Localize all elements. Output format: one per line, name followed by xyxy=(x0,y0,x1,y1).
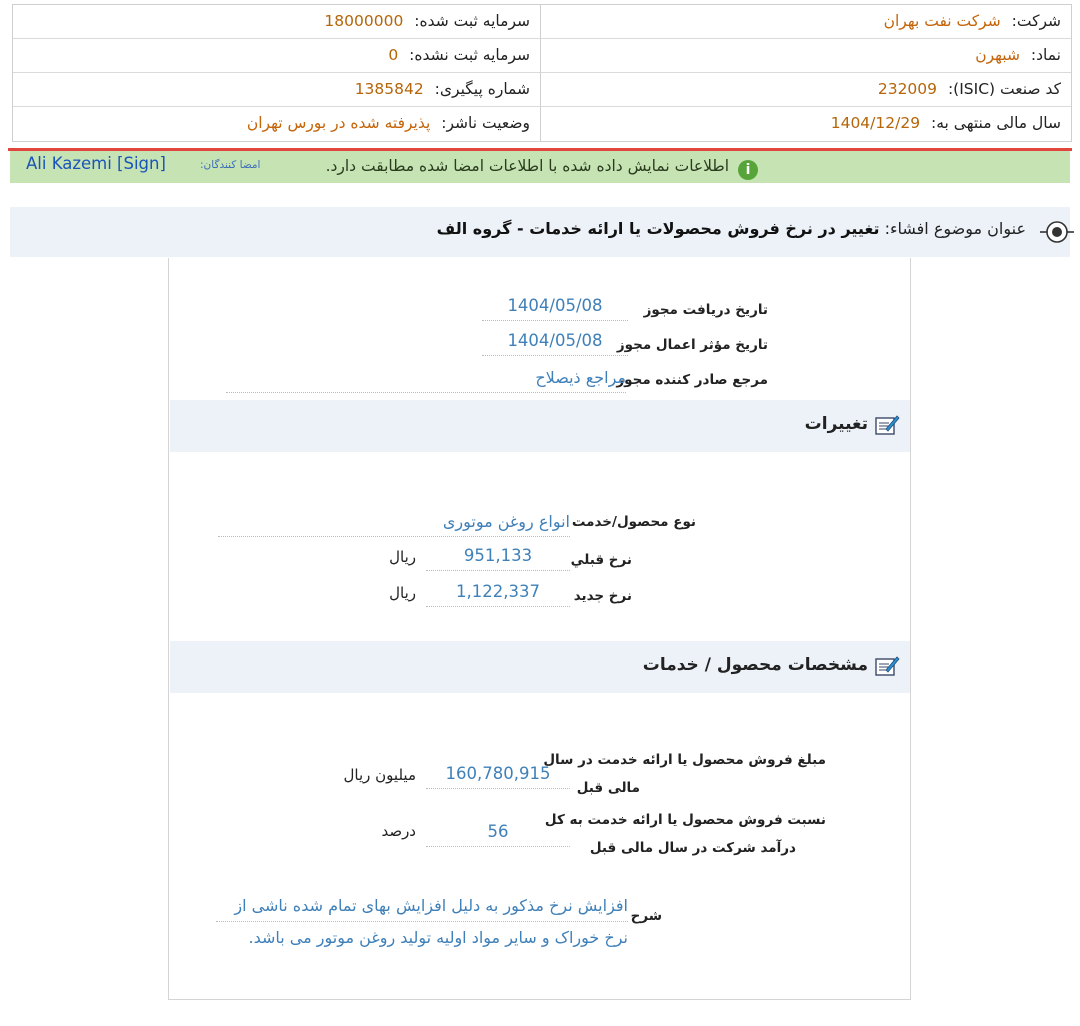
sales-ratio-label-line2: درآمد شرکت در سال مالی قبل xyxy=(589,840,796,856)
product-type-label: نوع محصول/خدمت xyxy=(571,514,696,530)
unregistered-capital-label: سرمایه ثبت نشده: xyxy=(409,46,530,64)
changes-section-header xyxy=(170,400,910,452)
permit-effective-date-value: 1404/05/08 xyxy=(482,329,628,356)
company-value: شرکت نفت بهران xyxy=(883,12,1001,30)
edit-note-icon xyxy=(874,653,900,679)
disclosure-topic-value: تغییر در نرخ فروش محصولات یا ارائه خدمات - گروه الف xyxy=(436,219,880,238)
description-line-1: افزایش نرخ مذکور به دلیل افزایش بهای تمام شده ناشی از xyxy=(216,890,628,922)
disclosure-topic-label: عنوان موضوع افشاء: xyxy=(884,219,1026,238)
company-row xyxy=(540,5,1071,39)
registered-capital-value: 18000000 xyxy=(324,12,404,30)
tracking-number-value: 1385842 xyxy=(354,80,424,98)
disclosure-topic xyxy=(437,219,1026,238)
signature-notice-bar xyxy=(10,151,1070,183)
sales-amount-label-line1: مبلغ فروش محصول یا ارائه خدمت در سال xyxy=(543,752,826,768)
symbol-row xyxy=(540,39,1071,73)
description-label: شرح xyxy=(630,908,662,924)
publisher-status-label: وضعیت ناشر: xyxy=(441,114,530,132)
sales-ratio-value: 56 xyxy=(426,820,570,847)
permit-receive-date-value: 1404/05/08 xyxy=(482,294,628,321)
sales-amount-unit: میلیون ريال xyxy=(343,766,416,784)
specs-section-title: مشخصات محصول / خدمات xyxy=(642,655,868,675)
tracking-number-label: شماره پیگیری: xyxy=(434,80,530,98)
target-icon xyxy=(1040,215,1074,249)
isic-row xyxy=(540,73,1071,107)
fiscal-year-row xyxy=(540,107,1071,141)
signature-notice xyxy=(326,157,758,180)
previous-rate-unit: ريال xyxy=(389,548,416,566)
fiscal-year-value: 1404/12/29 xyxy=(830,114,921,132)
isic-value: 232009 xyxy=(877,80,938,98)
sales-ratio-unit: درصد xyxy=(381,822,416,840)
signers-link[interactable]: Ali Kazemi [Sign] xyxy=(26,154,166,173)
sales-amount-value: 160,780,915 xyxy=(426,762,570,789)
permit-effective-date-label: تاریخ مؤثر اعمال مجوز xyxy=(616,337,768,353)
sales-ratio-label-line1: نسبت فروش محصول یا ارائه خدمت به کل xyxy=(544,812,826,828)
signature-notice-text: اطلاعات نمایش داده شده با اطلاعات امضا شده مطابقت دارد. xyxy=(325,157,730,175)
disclosure-topic-bar xyxy=(10,207,1070,257)
unregistered-capital-row xyxy=(13,39,540,73)
new-rate-unit: ريال xyxy=(389,584,416,602)
permit-authority-label: مرجع صادر کننده مجوز xyxy=(616,372,768,388)
specs-section-header xyxy=(170,641,910,693)
description-text xyxy=(216,890,628,953)
product-type-value: انواع روغن موتوری xyxy=(218,510,570,537)
registered-capital-row xyxy=(13,5,540,39)
company-info-table xyxy=(12,4,1072,142)
edit-note-icon xyxy=(874,412,900,438)
unregistered-capital-value: 0 xyxy=(388,46,399,64)
signers-label: امضا کنندگان: xyxy=(200,159,261,171)
permit-receive-date-label: تاریخ دریافت مجوز xyxy=(643,302,768,318)
description-line-2: نرخ خوراک و سایر مواد اولیه تولید روغن موتور می باشد. xyxy=(248,928,628,947)
symbol-value: شبهرن xyxy=(975,46,1020,64)
previous-rate-label: نرخ قبلي xyxy=(570,552,632,568)
previous-rate-value: 951,133 xyxy=(426,544,570,571)
sales-amount-label-line2: مالی قبل xyxy=(576,780,640,796)
new-rate-value: 1,122,337 xyxy=(426,580,570,607)
fiscal-year-label: سال مالی منتهی به: xyxy=(931,114,1061,132)
publisher-status-value: پذیرفته شده در بورس تهران xyxy=(246,114,431,132)
symbol-label: نماد: xyxy=(1030,46,1061,64)
registered-capital-label: سرمایه ثبت شده: xyxy=(414,12,530,30)
isic-label: کد صنعت (ISIC): xyxy=(947,80,1061,98)
info-icon: i xyxy=(738,160,758,180)
publisher-status-row xyxy=(13,107,540,141)
tracking-number-row xyxy=(13,73,540,107)
new-rate-label: نرخ جدید xyxy=(573,588,632,604)
company-label: شرکت: xyxy=(1011,12,1061,30)
changes-section-title: تغییرات xyxy=(804,414,868,434)
permit-authority-value: مراجع ذیصلاح xyxy=(226,366,626,393)
